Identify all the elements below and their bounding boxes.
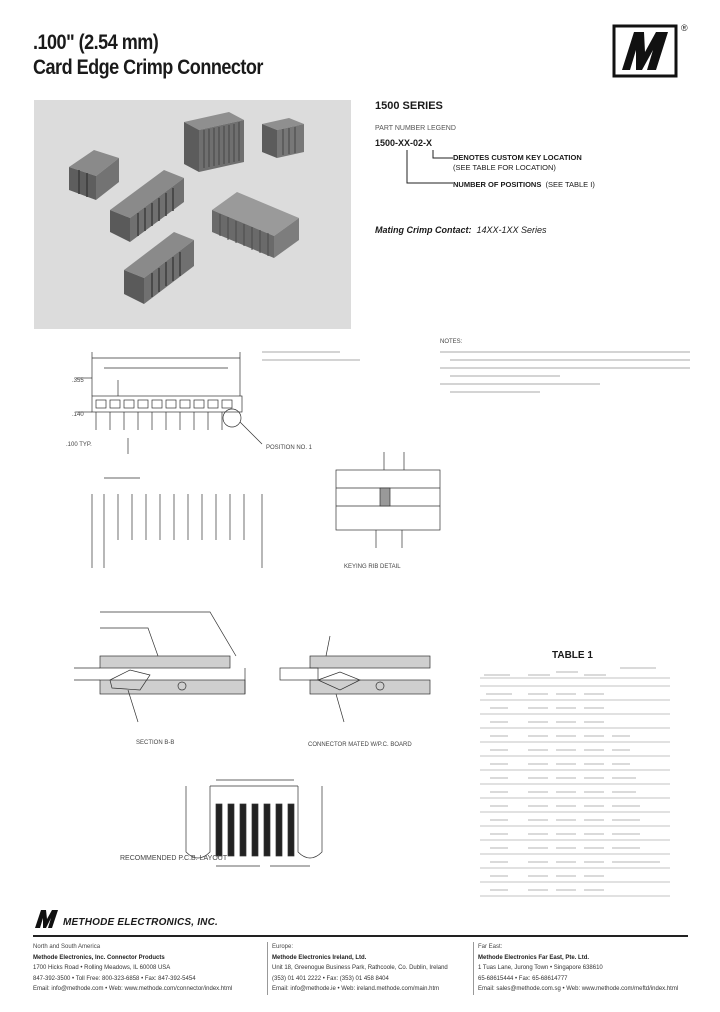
notes-text-lines [262, 352, 690, 392]
address-north-america [33, 942, 258, 995]
na-address: 1700 Hicks Road • Rolling Meadows, IL 60008 USA [33, 965, 171, 971]
na-web[interactable]: Email: info@methode.com • Web: www.methode.com/connector/index.html [33, 986, 233, 992]
address-europe [267, 942, 467, 995]
custom-key-location: DENOTES CUSTOM KEY LOCATION [453, 153, 582, 162]
position-no1-label: POSITION NO. 1 [266, 445, 313, 451]
fe-web[interactable]: Email: sales@methode.com.sg • Web: www.methode.com/meftd/index.html [478, 986, 679, 992]
mating-label: Mating Crimp Contact: [375, 225, 472, 235]
title-line-1: .100" (2.54 mm) [33, 31, 159, 54]
part-number: 1500-XX-02-X [375, 138, 433, 148]
fe-company: Methode Electronics Far East, Pte. Ltd. [478, 954, 590, 961]
footer-divider [33, 935, 688, 937]
keying-rib-label: KEYING RIB DETAIL [344, 564, 401, 570]
positions-label: NUMBER OF POSITIONS [453, 180, 542, 189]
eu-phone: (353) 01 401 2222 • Fax: (353) 01 458 8404 [272, 975, 389, 982]
fe-phone: 65-68615444 • Fax: 65-68614777 [478, 975, 568, 982]
section-bb-drawing [74, 612, 245, 722]
pcb-layout-drawing [186, 780, 322, 866]
notes-title: NOTES: [440, 339, 463, 345]
side-view-drawing [92, 478, 262, 568]
pcb-layout-label: RECOMMENDED P.C.B. LAYOUT [120, 855, 228, 862]
eu-address: Unit 18, Greenogue Business Park, Rathcoole, Co. Dublin, Ireland [272, 965, 448, 971]
na-heading: North and South America [33, 944, 101, 950]
footer-brand: METHODE ELECTRONICS, INC. [63, 917, 219, 928]
section-bb-label: SECTION B-B [136, 740, 175, 746]
dim-100-label: .100 TYP. [66, 442, 92, 448]
legend-label: PART NUMBER LEGEND [375, 125, 456, 132]
top-view-drawing [76, 352, 262, 454]
fe-heading: Far East: [478, 944, 503, 950]
na-phone: 847-392-3500 • Toll Free: 800-323-6858 • Fax: 847-392-5454 [33, 975, 196, 982]
dim-355-label: .355 [72, 378, 84, 384]
table-1-grid [480, 668, 670, 896]
address-far-east [473, 942, 693, 995]
mating-value: 14XX-1XX Series [476, 225, 547, 235]
connector-mated-drawing [280, 636, 430, 722]
table-1-title: TABLE 1 [552, 650, 593, 661]
keying-rib-detail-drawing [336, 452, 440, 548]
eu-company: Methode Electronics Ireland, Ltd. [272, 954, 367, 961]
na-company: Methode Electronics, Inc. Connector Products [33, 954, 165, 961]
series-heading: 1500 SERIES [375, 100, 443, 112]
connector-mated-label: CONNECTOR MATED W/P.C. BOARD [308, 742, 412, 748]
fe-address: 1 Tuas Lane, Jurong Town • Singapore 638610 [478, 965, 603, 971]
registered-mark: ® [681, 23, 688, 33]
eu-web[interactable]: Email: info@methode.ie • Web: ireland.methode.com/main.htm [272, 986, 440, 992]
positions-note: (SEE TABLE I) [545, 180, 595, 189]
dim-140-label: .140 [72, 412, 84, 418]
title-line-2: Card Edge Crimp Connector [33, 56, 263, 79]
methode-footer-logo-icon [33, 908, 61, 930]
eu-heading: Europe: [272, 944, 294, 950]
custom-key-note: (SEE TABLE FOR LOCATION) [453, 163, 556, 172]
